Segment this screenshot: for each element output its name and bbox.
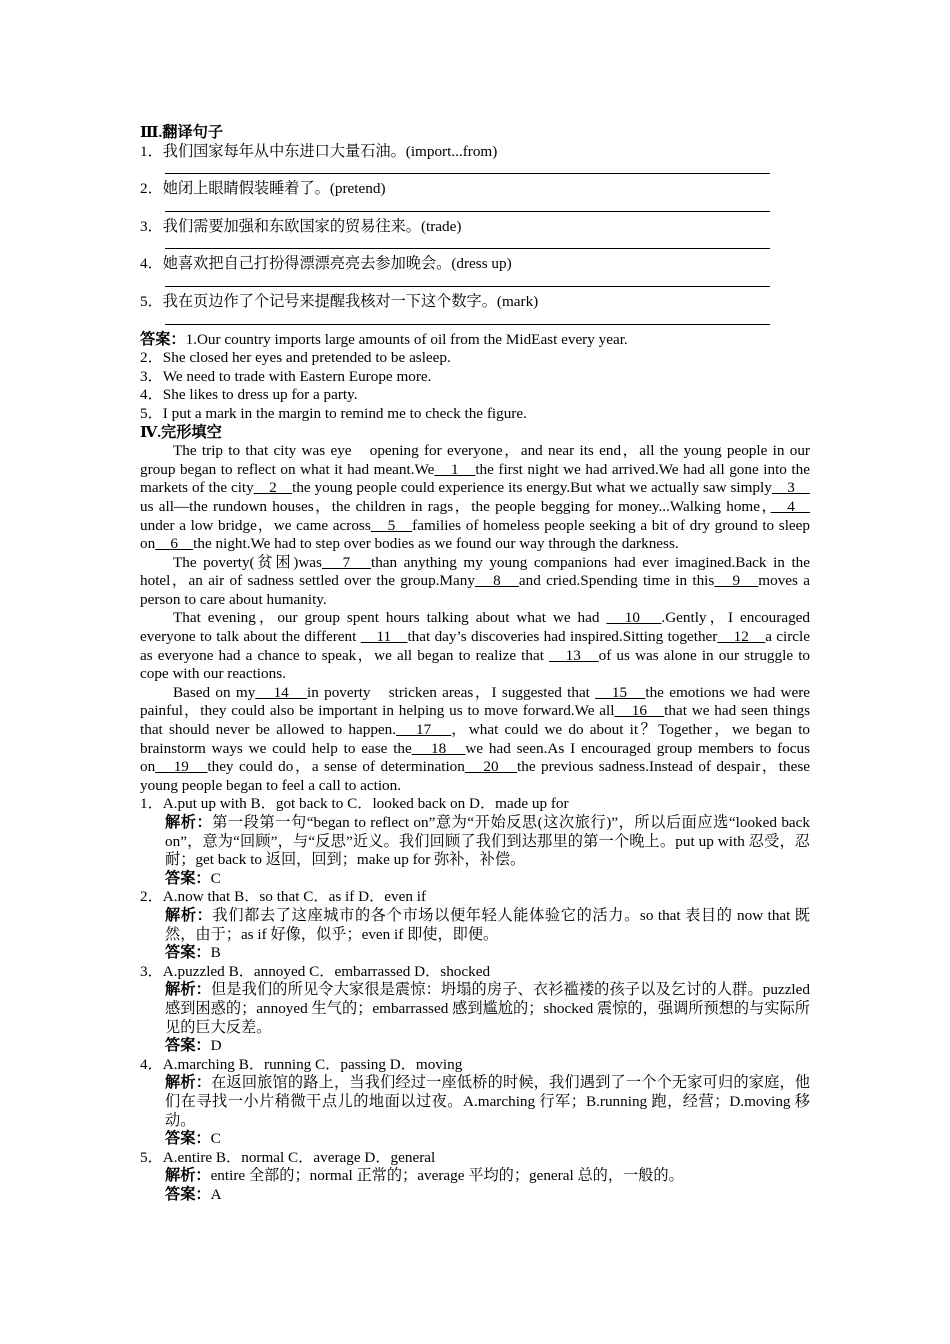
translation-answer-2: 2．She closed her eyes and pretended to be asleep.: [140, 349, 451, 367]
cloze-blank-18: 18: [411, 739, 466, 757]
cloze-blank-17: 17: [396, 721, 452, 739]
cloze-blank-6: 6: [155, 535, 194, 553]
question-options: 2．A.now that B．so that C．as if D．even if: [140, 888, 426, 906]
explanation-label: 解析：: [165, 1074, 212, 1092]
answer-label: 答案：: [165, 1185, 211, 1203]
passage-text: and cried.Spending time in this: [518, 572, 715, 590]
cloze-blank-7: 7: [321, 553, 371, 571]
cloze-paragraph-3: [140, 609, 810, 683]
passage-text: The trip to that city was eye opening for everyone，and near its end，all the young people in our group began to reflect on what it had meant.We: [140, 442, 810, 478]
cloze-blank-16: 16: [614, 702, 665, 720]
translation-answer-3: 3．We need to trade with Eastern Europe more.: [140, 367, 432, 385]
question-answer: [140, 944, 810, 963]
question-2: [140, 888, 810, 962]
answer-line-5: [165, 312, 770, 325]
document-content: [140, 124, 810, 1204]
translation-item-1: 1．我们国家每年从中东进口大量石油。(import...from): [140, 142, 498, 160]
question-answer: [140, 1186, 810, 1205]
question-answer: [140, 870, 810, 889]
passage-text: ，what could we do about it？Together，we began to brainstorm ways we could help to ease the: [140, 721, 811, 757]
explanation-text: 在返回旅馆的路上，当我们经过一座低桥的时候，我们遇到了一个个无家可归的家庭，他们在寻找一小片稍微干点儿的地面以过夜。A.marching 行军；B.running 跑，经营；D.moving 移动。: [165, 1074, 811, 1129]
cloze-blank-20: 20: [464, 758, 518, 776]
answer-value: D: [210, 1037, 222, 1055]
translation-item-4: 4．她喜欢把自己打扮得漂漂亮亮去参加晚会。(dress up): [140, 255, 512, 273]
answer-line-4: [165, 274, 770, 287]
translation-answer-4: 4．She likes to dress up for a party.: [140, 386, 358, 404]
passage-text: that we had seen things that should never be allowed to happen.: [140, 702, 811, 739]
cloze-blank-15: 15: [595, 683, 646, 701]
translation-answer-5: 5．I put a mark in the margin to remind me to check the figure.: [140, 404, 527, 422]
question-1: [140, 795, 810, 888]
cloze-paragraph-4: [140, 684, 810, 796]
passage-text: the emotions we had were painful，they could also be important in helping us to move forward.We all: [140, 683, 810, 720]
passage-text: in poverty stricken areas，I suggested that: [306, 683, 596, 701]
question-4: [140, 1056, 810, 1149]
passage-text: a circle as everyone had a chance to speak，we all began to realize that: [140, 628, 811, 664]
passage-text: the first night we had arrived.We had all gone into the markets of the city: [140, 460, 810, 497]
cloze-blank-1: 1: [434, 460, 476, 478]
question-explanation: [140, 907, 810, 944]
explanation-text: entire 全部的；normal 正常的；average 平均的；general 总的，一般的。: [210, 1167, 684, 1185]
question-options: 5．A.entire B．normal C．average D．general: [140, 1148, 436, 1166]
answer-value: A: [210, 1185, 222, 1203]
section-3-title: Ⅲ.翻译句子: [140, 124, 224, 141]
passage-text: us all—the rundown houses，the children in rags，the people begging for money...Walking home，: [140, 497, 771, 515]
passage-text: of us was alone in our struggle to cope with our reactions.: [140, 646, 811, 683]
cloze-blank-19: 19: [155, 758, 208, 776]
question-explanation: [140, 981, 810, 1037]
answer-label: 答案：: [140, 330, 186, 348]
passage-text: than anything my young companions had ever imagined.Back in the hotel，an air of sadness settled over the group.Many: [140, 553, 810, 590]
explanation-text: 但是我们的所见令大家很是震惊：坍塌的房子、衣衫褴褛的孩子以及乞讨的人群。puzzled 感到困惑的；annoyed 生气的；embarrassed 感到尴尬的；shocked 震惊的，强调所预想的与实际所见的巨大反差。: [165, 981, 810, 1036]
question-options: 1．A.put up with B．got back to C．looked back on D．made up for: [140, 795, 569, 813]
cloze-blank-3: 3: [771, 479, 811, 497]
passage-text: we had seen.As I encouraged group members to focus on: [140, 739, 810, 776]
answer-value: C: [210, 869, 221, 887]
explanation-text: 我们都去了这座城市的各个市场以便年轻人能体验它的活力。so that 表目的 now that 既然，由于；as if 好像，似乎；even if 即使，即便。: [165, 906, 810, 943]
question-explanation: [140, 1167, 810, 1186]
answer-text: 1.Our country imports large amounts of oil from the MidEast every year.: [185, 330, 628, 348]
question-options: 3．A.puzzled B．annoyed C．embarrassed D．shocked: [140, 962, 491, 980]
passage-text: .Gently，I encouraged everyone to talk about the different: [140, 609, 810, 646]
question-explanation: [140, 1074, 810, 1130]
cloze-blank-5: 5: [370, 516, 413, 534]
translation-item-3: 3．我们需要加强和东欧国家的贸易往来。(trade): [140, 217, 462, 235]
cloze-blank-12: 12: [717, 628, 766, 646]
explanation-label: 解析：: [165, 1167, 211, 1185]
translation-item-5: 5．我在页边作了个记号来提醒我核对一下这个数字。(mark): [140, 292, 539, 310]
passage-text: The poverty(贫困)was: [173, 553, 322, 571]
answer-label: 答案：: [165, 1037, 211, 1055]
cloze-blank-4: 4: [770, 497, 811, 515]
passage-text: families of homeless people seeking a bit of dry ground to sleep on: [140, 516, 811, 553]
passage-text: moves a person to care about humanity.: [140, 572, 810, 608]
passage-text: Based on my: [173, 683, 256, 701]
passage-text: under a low bridge，we came across: [140, 516, 371, 534]
explanation-text: 第一段第一句“began to reflect on”意为“开始反思(这次旅行)”，所以后面应选“looked back on”，意为“回顾”，与“反思”近义。我们回顾了我们到达那里的第一个晚上。put up with 忍受，忍耐；get back to 返回，回到；make up for 弥补，补偿。: [165, 814, 810, 869]
passage-text: the night.We had to step over bodies as we found our way through the darkness.: [193, 535, 679, 553]
passage-text: they could do，a sense of determination: [207, 758, 465, 776]
answer-label: 答案：: [165, 944, 211, 962]
cloze-blank-2: 2: [253, 479, 293, 497]
question-5: [140, 1149, 810, 1205]
cloze-blank-13: 13: [549, 646, 599, 664]
passage-text: the previous sadness.Instead of despair，these young people began to feel a call to action.: [140, 758, 810, 794]
cloze-blank-8: 8: [474, 572, 519, 590]
passage-text: that day’s discoveries had inspired.Sitting together: [407, 628, 718, 646]
cloze-blank-14: 14: [255, 683, 307, 701]
question-options: 4．A.marching B．running C．passing D．moving: [140, 1055, 463, 1073]
answer-label: 答案：: [165, 869, 211, 887]
explanation-label: 解析：: [165, 814, 213, 831]
section-4-title: Ⅳ.完形填空: [140, 423, 222, 441]
cloze-blank-10: 10: [606, 609, 662, 627]
answer-label: 答案：: [165, 1130, 211, 1148]
question-3: [140, 963, 810, 1056]
cloze-paragraph-2: [140, 554, 810, 610]
explanation-label: 解析：: [165, 981, 211, 999]
cloze-blank-11: 11: [360, 628, 408, 646]
passage-text: That evening，our group spent hours talking about what we had: [173, 609, 607, 627]
question-answer: [140, 1037, 810, 1056]
answer-line-3: [165, 236, 770, 249]
answer-line-1: [165, 161, 770, 174]
answer-line-2: [165, 199, 770, 212]
answer-value: C: [210, 1130, 221, 1148]
question-explanation: [140, 814, 810, 870]
passage-text: the young people could experience its energy.But what we actually saw simply: [292, 479, 772, 497]
answer-value: B: [210, 944, 221, 962]
translation-answer-1: [140, 331, 810, 350]
explanation-label: 解析：: [165, 906, 213, 924]
question-answer: [140, 1130, 810, 1149]
cloze-paragraph-1: [140, 442, 810, 554]
translation-item-2: 2．她闭上眼睛假装睡着了。(pretend): [140, 180, 386, 198]
cloze-blank-9: 9: [714, 572, 759, 590]
